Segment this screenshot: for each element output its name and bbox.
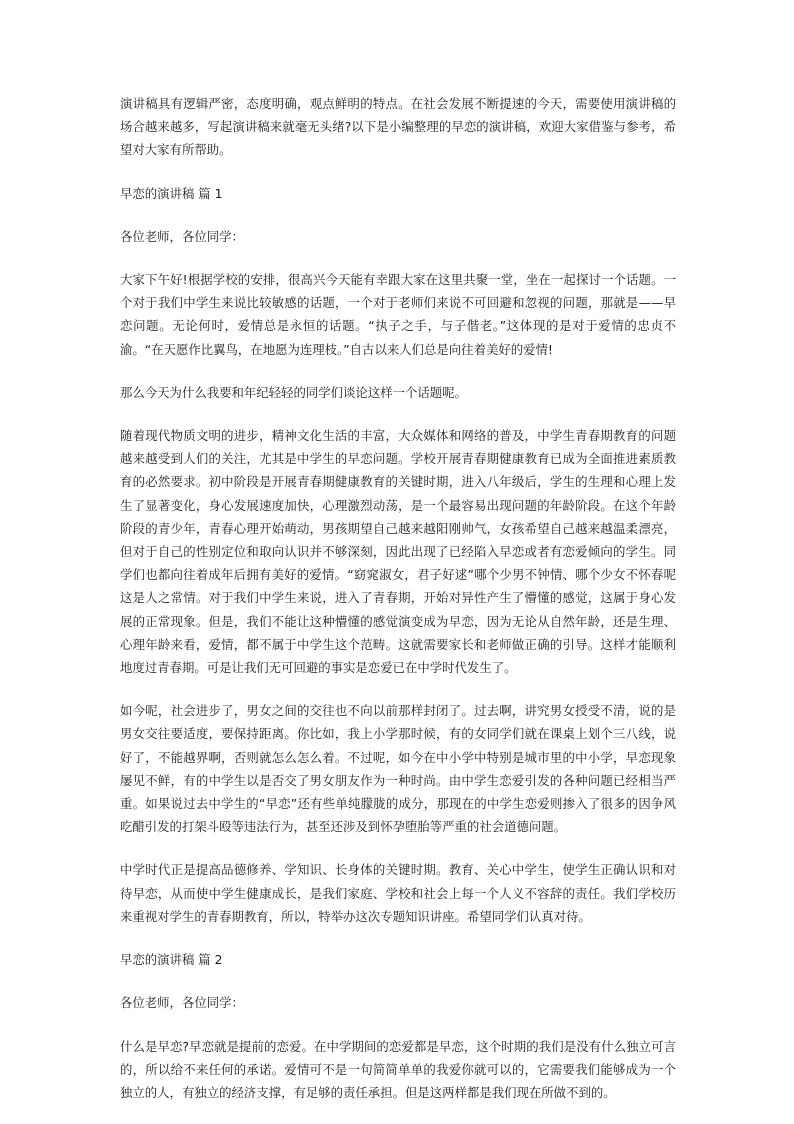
speech-1-paragraph: 那么今天为什么我要和年纪轻轻的同学们谈论这样一个话题呢。	[120, 384, 467, 400]
document-page	[120, 92, 676, 1124]
speech-1-paragraph: 中学时代正是提高品德修养、学知识、长身体的关键时期。教育、关心中学生，使学生正确认识和对待早恋，从而使中学生健康成长，是我们家庭、学校和社会上每一个人义不容辞的责任。我们学校历来重视对学生的青春期教育，所以，特举办这次专题知识讲座。希望同学们认真对待。	[120, 862, 676, 924]
speech-1-paragraph: 随着现代物质文明的进步，精神文化生活的丰富，大众媒体和网络的普及，中学生青春期教育的问题越来越受到人们的关注，尤其是中学生的早恋问题。学校开展青春期健康教育已成为全面推进素质教育的必然要求。初中阶段是开展青春期健康教育的关键时期，进入八年级后，学生的生理和心理上发生了显著变化，身心发展速度加快，心理激烈动荡，是一个最容易出现问题的年龄阶段。在这个年龄阶段的青少年，青春心理开始萌动，男孩期望自己越来越阳刚帅气，女孩希望自己越来越温柔漂亮，但对于自己的性别定位和取向认识并不够深刻，因此出现了已经陷入早恋或者有恋爱倾向的学生。同学们也都向往着成年后拥有美好的爱情。“窈窕淑女，君子好逑”哪个少男不钟情、哪个少女不怀春呢这是人之常情。对于我们中学生来说，进入了青春期，开始对异性产生了懵懂的感觉，这属于身心发展的正常现象。但是，我们不能让这种懵懂的感觉演变成为早恋，因为无论从自然年龄，还是生理、心理年龄来看，爱情，都不属于中学生这个范畴。这就需要家长和老师做正确的引导。这样才能顺利地度过青春期。可是让我们无可回避的事实是恋爱已在中学时代发生了。	[120, 428, 676, 676]
speech-1-paragraph: 如今呢，社会进步了，男女之间的交往也不向以前那样封闭了。过去啊，讲究男女授受不清，说的是男女交往要适度，要保持距离。你比如，我上小学那时候，有的女同学们就在课桌上划个三八线，说好了，不能越界啊，否则就怎么怎么着。不过呢，如今在中小学中特别是城市里的中小学，早恋现象屡见不鲜，有的中学生以是否交了男女朋友作为一种时尚。由中学生恋爱引发的各种问题已经相当严重。如果说过去中学生的“早恋”还有些单纯朦胧的成分，那现在的中学生恋爱则掺入了很多的因争风吃醋引发的打架斗殴等违法行为，甚至还涉及到怀孕堕胎等严重的社会道德问题。	[120, 703, 676, 835]
speech-1-paragraph: 大家下午好!根据学校的安排，很高兴今天能有幸跟大家在这里共聚一堂，坐在一起探讨一个话题。一个对于我们中学生来说比较敏感的话题，一个对于老师们来说不可回避和忽视的问题，那就是——早恋问题。无论何时，爱情总是永恒的话题。“执子之手，与子偕老。”这体现的是对于爱情的忠贞不渝。“在天愿作比翼鸟，在地愿为连理枝。”自古以来人们总是向往着美好的爱情!	[120, 272, 676, 357]
speech-1-greeting: 各位老师，各位同学：	[120, 228, 244, 244]
speech-1-title: 早恋的演讲稿 篇 1	[120, 185, 223, 201]
speech-2-paragraph: 什么是早恋?早恋就是提前的恋爱。在中学期间的恋爱都是早恋，这个时期的我们是没有什么独立可言的，所以给不来任何的承诺。爱情可不是一句简简单单的我爱你就可以的，它需要我们能够成为一个独立的人，有独立的经济支撑，有足够的责任承担。但是这两样都是我们现在所做不到的。	[120, 1038, 676, 1100]
intro-paragraph: 演讲稿具有逻辑严密，态度明确，观点鲜明的特点。在社会发展不断提速的今天，需要使用演讲稿的场合越来越多，写起演讲稿来就毫无头绪?以下是小编整理的早恋的演讲稿，欢迎大家借鉴与参考，希望对大家有所帮助。	[120, 96, 676, 158]
speech-2-greeting: 各位老师，各位同学：	[120, 995, 244, 1011]
speech-2-title: 早恋的演讲稿 篇 2	[120, 952, 223, 968]
